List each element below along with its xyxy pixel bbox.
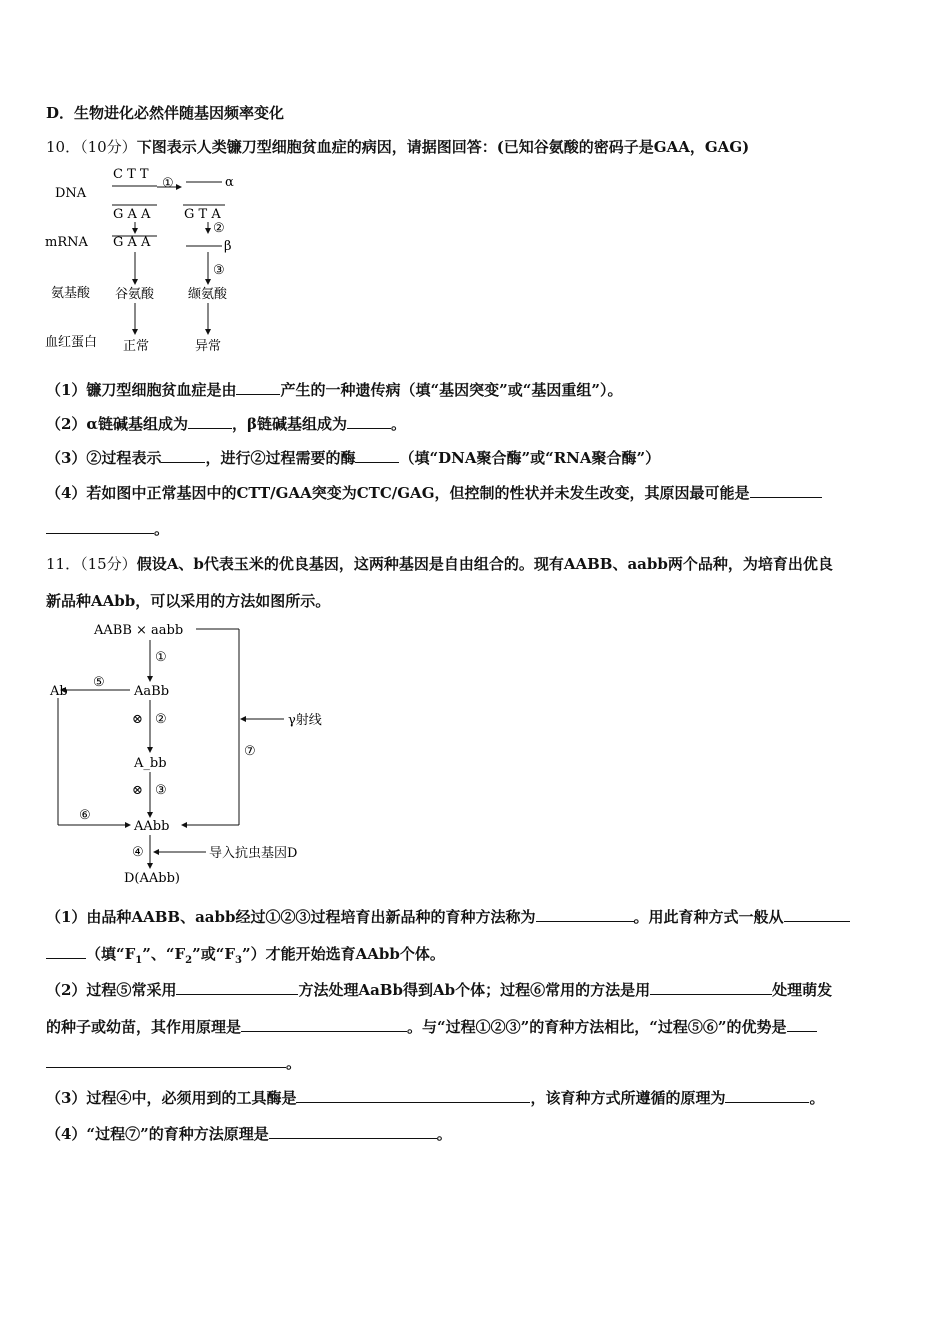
- q11-diagram: [44, 618, 334, 888]
- q10-sub1: [46, 380, 622, 400]
- q11-sub3-blank-enzyme[interactable]: [296, 1088, 530, 1103]
- q11-sub3: [46, 1088, 824, 1108]
- q10-sub3-text-a: （3）②过程表示: [46, 449, 162, 467]
- q11-sub2-text-c: 处理萌发: [772, 981, 833, 999]
- q10-sub4-blank-1[interactable]: [750, 483, 822, 498]
- target-aabb: AAbb: [134, 819, 170, 834]
- mrna-left-strand: G A A: [113, 235, 151, 250]
- dna-top-strand: C T T: [113, 167, 149, 182]
- q11-sub2-text-a: （2）过程⑤常采用: [46, 981, 177, 999]
- q10-stem: [46, 137, 749, 157]
- row-label-dna: DNA: [55, 186, 87, 201]
- q11-sub4: [46, 1124, 452, 1144]
- q11-sub1-sub-1: 1: [135, 955, 143, 966]
- hemoglobin-abnormal: 异常: [195, 339, 222, 354]
- q11-sub3-blank-principle[interactable]: [725, 1088, 809, 1103]
- amino-acid-mutant: 缬氨酸: [188, 287, 228, 302]
- q11-sub3-text-b: ，该育种方式所遵循的原理为: [530, 1089, 726, 1107]
- row-label-mrna: mRNA: [45, 235, 88, 250]
- selected-a-bb: A_bb: [134, 756, 167, 771]
- q10-sub3-text-b: ，进行②过程需要的酶: [205, 449, 356, 467]
- alpha-label: α: [225, 175, 234, 190]
- selfing-symbol-2: ⊗: [132, 783, 143, 798]
- circle-7: ⑦: [244, 744, 256, 759]
- q11-sub2-blank-advantage-a[interactable]: [787, 1017, 817, 1032]
- insert-gene-label: 导入抗虫基因D: [209, 846, 298, 861]
- q11-sub1-blank-method[interactable]: [536, 907, 634, 922]
- q11-sub1-cont: [46, 944, 445, 971]
- q10-sub1-blank[interactable]: [236, 380, 280, 395]
- q11-sub1-f-c: ”或“F: [192, 945, 236, 963]
- q11-sub2-text-d: 的种子或幼苗，其作用原理是: [46, 1018, 242, 1036]
- q10-sub2-text-a: （2）α链碱基组成为: [46, 415, 188, 433]
- q11-sub1-blank-gen-b[interactable]: [46, 944, 86, 959]
- q10-sub3: [46, 448, 660, 468]
- q10-score: （10分）: [80, 138, 137, 156]
- q11-sub2-text-e: 。与“过程①②③”的育种方法相比，“过程⑤⑥”的优势是: [407, 1018, 787, 1036]
- circle-3: ③: [155, 783, 167, 798]
- q11-sub2-blank-advantage-b[interactable]: [46, 1053, 286, 1068]
- q11-sub3-text-a: （3）过程④中，必须用到的工具酶是: [46, 1089, 297, 1107]
- q10-diagram: [40, 160, 260, 360]
- step-2-label: ②: [213, 221, 225, 236]
- q10-sub2-blank-beta[interactable]: [347, 414, 391, 429]
- q11-sub1-sub-2: 2: [185, 955, 193, 966]
- q11-sub1: [46, 907, 850, 927]
- q11-sub2-text-f: 。: [286, 1054, 302, 1072]
- q10-sub4-text-b: 。: [154, 520, 170, 538]
- selfing-symbol-1: ⊗: [132, 712, 143, 727]
- f1-aabb: AaBb: [134, 684, 170, 699]
- q10-number: 10．: [46, 138, 81, 156]
- circle-2: ②: [155, 712, 167, 727]
- q10-sub1-text-a: （1）镰刀型细胞贫血症是由: [46, 381, 237, 399]
- amino-acid-normal: 谷氨酸: [115, 287, 155, 302]
- q11-sub4-blank[interactable]: [269, 1124, 437, 1139]
- q11-sub4-text-a: （4）“过程⑦”的育种方法原理是: [46, 1125, 269, 1143]
- q11-sub1-text-a: （1）由品种AABB、aabb经过①②③过程培育出新品种的育种方法称为: [46, 908, 536, 926]
- q11-sub1-f-b: ”、“F: [142, 945, 186, 963]
- q11-sub3-text-c: 。: [809, 1089, 825, 1107]
- q10-stem-text: 下图表示人类镰刀型细胞贫血症的病因，请据图回答：(已知谷氨酸的密码子是GAA，GAG): [136, 138, 750, 156]
- q10-sub4-blank-2[interactable]: [46, 519, 154, 534]
- beta-label: β: [224, 239, 232, 254]
- q10-sub1-text-b: 产生的一种遗传病（填“基因突变”或“基因重组”）。: [280, 381, 623, 399]
- q11-sub2-blank-method6[interactable]: [650, 980, 772, 995]
- row-label-amino: 氨基酸: [51, 286, 91, 301]
- q11-stem-line2: 新品种AAbb，可以采用的方法如图所示。: [46, 592, 331, 610]
- q11-stem-text-1: 假设A、b代表玉米的优良基因，这两种基因是自由组合的。现有AABB、aabb两个品种，为培育出优良: [136, 555, 833, 573]
- q11-sub2-blank-method5[interactable]: [176, 980, 298, 995]
- haploid-ab: Ab: [50, 684, 68, 699]
- q11-score: （15分）: [80, 555, 137, 573]
- q11-number: 11．: [46, 555, 81, 573]
- dna-mutant-strand: G T A: [184, 207, 221, 222]
- circle-4: ④: [132, 845, 144, 860]
- parents-cross: AABB × aabb: [94, 623, 184, 638]
- q11-sub1-blank-gen-a[interactable]: [784, 907, 850, 922]
- q10-sub2: [46, 414, 406, 434]
- q11-sub1-text-b: 。用此育种方式一般从: [633, 908, 784, 926]
- q10-sub3-blank-process[interactable]: [161, 448, 205, 463]
- circle-1: ①: [155, 650, 167, 665]
- q11-sub4-text-b: 。: [436, 1125, 452, 1143]
- q10-sub4-cont: [46, 519, 169, 539]
- q10-sub4-text-a: （4）若如图中正常基因中的CTT/GAA突变为CTC/GAG，但控制的性状并未发生改变，其原因最可能是: [46, 484, 750, 502]
- dna-bottom-strand: G A A: [113, 207, 151, 222]
- step-3-label: ③: [213, 263, 225, 278]
- q11-sub2-text-b: 方法处理AaBb得到Ab个体；过程⑥常用的方法是用: [298, 981, 651, 999]
- q11-sub2-blank-principle[interactable]: [241, 1017, 407, 1032]
- q10-sub3-blank-enzyme[interactable]: [355, 448, 399, 463]
- row-label-hemoglobin: 血红蛋白: [45, 335, 98, 350]
- hemoglobin-normal: 正常: [123, 339, 150, 354]
- q10-sub4: [46, 483, 822, 503]
- q10-sub2-text-c: 。: [390, 415, 406, 433]
- step-1-label: ①: [162, 176, 174, 191]
- circle-6: ⑥: [79, 808, 91, 823]
- q11-sub2: [46, 980, 832, 1000]
- q9-option-d: D．生物进化必然伴随基因频率变化: [46, 104, 285, 122]
- q10-sub2-text-b: ，β链碱基组成为: [231, 415, 347, 433]
- q11-stem-line1: [46, 554, 833, 574]
- q11-sub1-text-c: ”）才能开始选育AAbb个体。: [242, 945, 445, 963]
- circle-5: ⑤: [93, 675, 105, 690]
- q11-sub2-cont2: [46, 1053, 301, 1073]
- q10-sub2-blank-alpha[interactable]: [188, 414, 232, 429]
- final-product: D(AAbb): [124, 871, 180, 886]
- q10-sub3-text-c: （填“DNA聚合酶”或“RNA聚合酶”）: [399, 449, 661, 467]
- q11-sub1-f-a: （填“F: [86, 945, 136, 963]
- q11-sub1-sub-3: 3: [235, 955, 242, 966]
- q11-sub2-cont: [46, 1017, 817, 1037]
- gamma-label: γ射线: [288, 713, 322, 728]
